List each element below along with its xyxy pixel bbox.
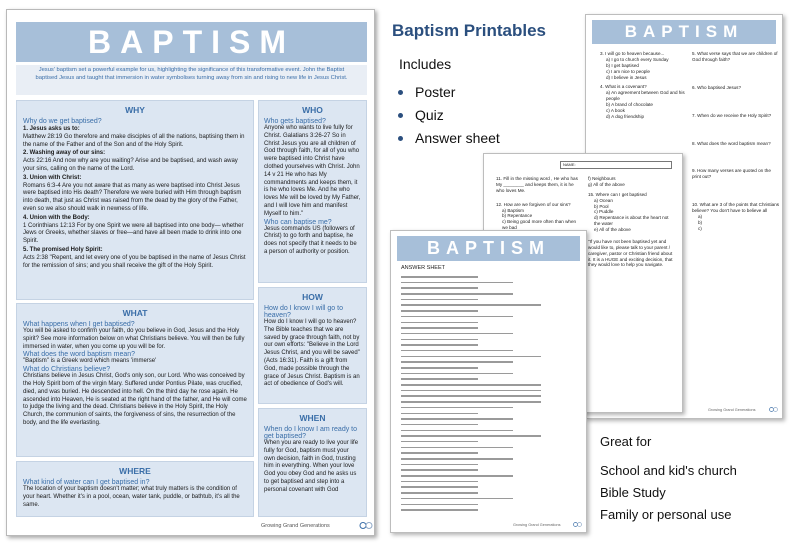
answer-text-lines <box>401 276 541 515</box>
quiz-question: 8. What does the word baptism mean? <box>692 140 771 146</box>
answer-page-title: BAPTISM <box>397 236 580 261</box>
great-for-label: Great for <box>600 434 652 449</box>
what-title: WHAT <box>122 308 148 318</box>
why-item: 5. The promised Holy Spirit: Acts 2:38 "Repent, and let every one of you be baptised in the name of Jesus Christ for the remission of sins; and you shall receive the gift of the Holy Spirit. <box>23 246 246 269</box>
what-text: You will be asked to confirm your faith, do you believe in God, Jesus and the Holy spirit? See more information below on what Christians believe. You will then be fully immersed in water, when you come up you will be for. <box>23 328 245 350</box>
bullet-icon <box>398 136 403 141</box>
poster-preview <box>6 9 375 536</box>
why-item: 2. Washing away of our sins: Acts 22:16 And now why are you waiting? Arise and be baptised, and wash away your sins, calling on the name of the Lord. <box>23 150 238 172</box>
use-cases-list <box>600 460 737 526</box>
product-title: Baptism Printables <box>392 21 546 40</box>
what-text-3: Christians believe in Jesus Christ, God's only son, our Lord. Who was conceived by the Holy Spirit born of the virgin Mary. Suffered under Pontius Pilate, was crucified, died, and was buried. He descended into hell. On the third day he rose again. He ascended into Heaven, He is seated at the right hand of the father, and He will come to judge the living and the dead. Christians believe in the Holy Spirit, the Holy Church, the communion of saints, the forgiveness of sins, the resurrection of the body, and the life everlasting. <box>23 373 247 426</box>
why-title: WHY <box>125 105 145 115</box>
quiz-2-column-right <box>588 176 676 272</box>
answer-page-footer: Growing Grand Generations <box>513 523 561 527</box>
quiz-question: 6. Who baptised Jesus? <box>692 84 742 90</box>
encouragement-note: "If you have not been baptised yet and would like to, please talk to your parent / caregiver, pastor or Christian friend about it. It is a HUGE and exciting decision, that they would love to help you navigate. <box>588 238 673 268</box>
use-case-item: Family or personal use <box>600 507 732 522</box>
quiz-question: 9. How many verses are quoted on the print out? <box>692 168 771 180</box>
who-subtitle: Who gets baptised? <box>264 118 326 125</box>
quiz-question: 5. What verse says that we are children of God through faith? <box>692 51 778 62</box>
why-item: 1. Jesus asks us to: Matthew 28:19 Go therefore and make disciples of all the nations, baptising them in the name of the Father and of the Son and of the Holy Spirit. <box>23 126 245 148</box>
quiz-2-column-left <box>496 176 582 235</box>
where-text: The location of your baptism doesn't matter; what truly matters is the condition of your heart. Whether it's in a pool, ocean, water tank, puddle, or bathtub, it's all the same. <box>23 486 240 508</box>
logo-icon <box>769 407 778 412</box>
quiz-question: 12. How are we forgiven of our sins? a) Baptism b) Repentance c) Being good more often than when we bad <box>496 201 577 231</box>
where-subtitle: What kind of water can I get baptised in? <box>23 479 150 486</box>
quiz-option: g) All of the above <box>588 181 625 187</box>
quiz-page-title: BAPTISM <box>592 20 776 44</box>
what-subtitle: What happens when I get baptised? <box>23 321 135 328</box>
when-section <box>258 408 367 517</box>
includes-item: Answer sheet <box>398 127 500 150</box>
quiz-question: 7. When do we receive the Holy Spirit? <box>692 112 772 118</box>
bullet-icon <box>398 90 403 95</box>
why-list <box>23 126 247 270</box>
quiz-question: 15. Where can I get baptised a) Ocean b) Pool c) Puddle d) Repentance is about the heart not the water e) All of the above <box>588 191 669 232</box>
what-section <box>16 303 254 457</box>
what-text-2: "Baptism" is a Greek word which means 'immerse' <box>23 358 157 365</box>
who-title: WHO <box>302 105 323 115</box>
logo-icon <box>359 522 373 529</box>
quiz-question: 11. Fill in the missing word , He who has My ________ and keeps them, it is he who loves Me. <box>496 176 578 193</box>
poster-intro: Jesus' baptism set a powerful example for us, highlighting the significance of this transformative event. John the Baptist baptised Jesus and taught that immersion in water symbolises turning away from sin and rising to new life in Jesus Christ. <box>16 65 367 95</box>
where-section <box>16 461 254 517</box>
poster-footer: Growing Grand Generations <box>261 523 330 529</box>
includes-item: Quiz <box>398 104 500 127</box>
logo-icon <box>573 522 582 527</box>
bullet-icon <box>398 113 403 118</box>
quiz-column-right <box>692 51 780 236</box>
when-subtitle: When do I know I am ready to get baptised? <box>264 426 357 440</box>
how-title: HOW <box>302 292 323 302</box>
quiz-question: 10. What are 3 of the points that Christians believe? You don't have to believe all a) b) c) <box>692 202 780 231</box>
name-field: NAME: <box>560 161 672 169</box>
answer-sheet-heading: ANSWER SHEET <box>401 265 446 271</box>
who-section <box>258 100 367 283</box>
when-title: WHEN <box>299 413 326 423</box>
answer-sheet-preview <box>390 230 587 533</box>
who-text: Anyone who wants to live fully for Christ. Galatians 3:26-27 So in Christ Jesus you are all children of God through faith, for all of you who were baptised into Christ have clothed yourselves with Christ. John 14 v 21 He who has My commandments and keeps them, it is he who loves Me. And he who loves Me will be loved by My Father, and I will love him and manifest Myself to him." <box>264 125 361 217</box>
what-subtitle-2: What does the word baptism mean? <box>23 351 136 359</box>
use-case-item: School and kid's church <box>600 463 737 478</box>
why-section <box>16 100 254 300</box>
who-subtitle-2: Who can baptise me? <box>264 218 332 226</box>
includes-item: Poster <box>398 81 500 104</box>
where-title: WHERE <box>119 466 151 476</box>
quiz-column-left <box>600 51 688 124</box>
how-section <box>258 287 367 404</box>
how-text: How do I know I will go to heaven? The Bible teaches that we are saved by grace through faith, not by our own efforts: "Believe in the Lord Jesus Christ, and you will be saved" (Acts 16:31). Faith is a gift from God, made possible through the grace of Jesus Christ. Baptism is an act of obedience of God's will. <box>264 319 360 388</box>
what-subtitle-3: What do Christians believe? <box>23 366 111 374</box>
use-case-item: Bible Study <box>600 485 666 500</box>
includes-list <box>398 81 500 150</box>
how-subtitle: How do I know I will go to heaven? <box>264 305 343 319</box>
when-text: When you are ready to live your life fully for God, baptism must your own decision, faith in God, trusting him in everything. When your love God you obey God and he asks us to get baptised and step into a personal covenant with God <box>264 440 359 493</box>
quiz-question: 3. I will go to heaven because... a) I go to church every Sunday b) I get baptised c) I am nice to people d) I believe in Jesus <box>600 51 669 80</box>
who-text-2: Jesus commands US (followers of Christ) to go forth and baptise, he does not specify that it needs to be a person of authority or position. <box>264 225 357 255</box>
why-item: 3. Union with Christ: Romans 6:3-4 Are you not aware that as many as were baptised into Christ Jesus were baptised into His death? Therefore we were buried with Him through baptism into death, that just as Christ was raised from the dead by the glory of the Father, even so we also should walk in newness of life. <box>23 174 242 212</box>
quiz-page-footer: Growing Grand Generations <box>708 408 756 412</box>
quiz-option: f) Neighbours <box>588 176 616 181</box>
poster-title: BAPTISM <box>16 22 367 62</box>
includes-label: Includes <box>399 56 452 72</box>
why-subtitle: Why do we get baptised? <box>23 118 102 125</box>
quiz-question: 4. What is a covenant? a) An agreement between God and his people b) A brand of chocolate c) A book d) A dog friendship <box>600 84 685 119</box>
why-item: 4. Union with the Body: 1 Corinthians 12:13 For by one Spirit we were all baptised into one body— whether Jews or Greeks, whether slaves or free—and have all been made to drink into one Spirit. <box>23 214 244 245</box>
